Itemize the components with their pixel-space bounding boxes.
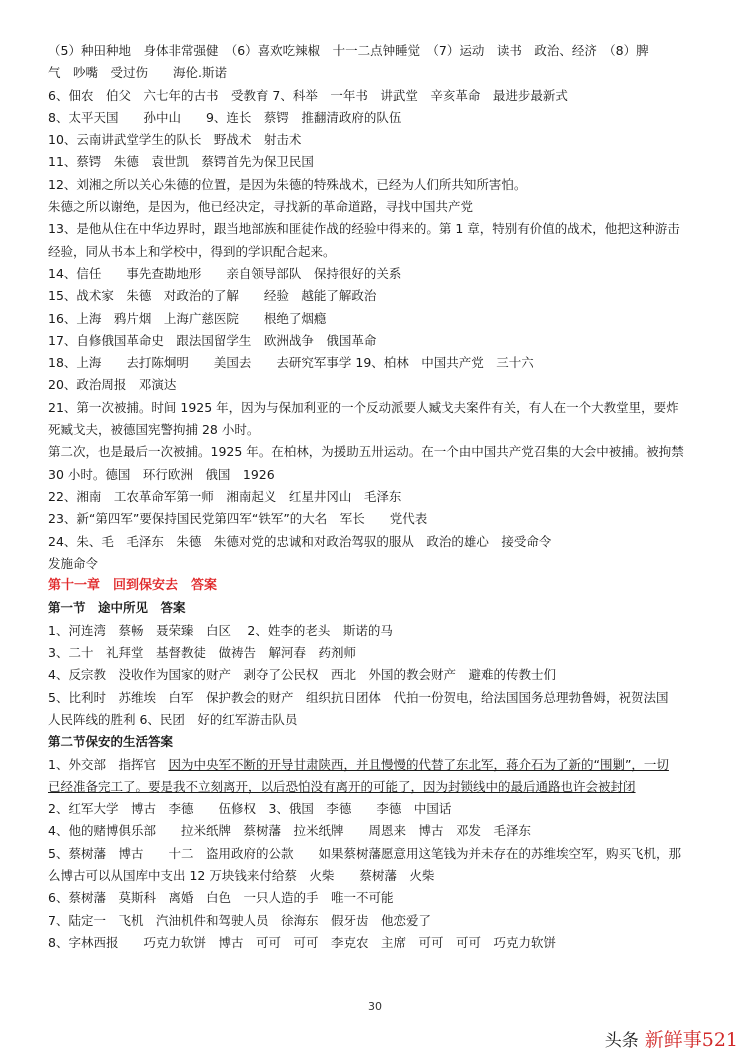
text-line	[48, 820, 710, 842]
text-line	[48, 776, 710, 798]
text-line	[48, 174, 710, 196]
text-line	[48, 508, 710, 530]
text-line	[48, 129, 710, 151]
text-line	[48, 62, 710, 84]
text-line	[48, 664, 710, 686]
text-line	[48, 397, 710, 419]
line-text: 30 小时。德国 环行欧洲 俄国 1926	[48, 466, 275, 482]
text-line	[48, 241, 710, 263]
watermark-name: 新鲜事521	[644, 1029, 738, 1051]
text-line	[48, 419, 710, 441]
text-line	[48, 642, 710, 664]
line-text: 1、河连湾 蔡畅 聂荣臻 白区 2、姓李的老头 斯诺的马	[48, 622, 393, 638]
text-line	[48, 843, 710, 865]
text-line	[48, 620, 710, 642]
line-text: 经验，同从书本上和学校中，得到的学识配合起来。	[48, 243, 336, 259]
line-text: 23、新“第四军”要保持国民党第四军“铁军”的大名 军长 党代表	[48, 511, 428, 527]
watermark	[605, 1025, 738, 1052]
text-line	[48, 308, 710, 330]
text-line	[48, 553, 710, 575]
line-text: 6、蔡树藩 莫斯科 离婚 白色 一只人造的手 唯一不可能	[48, 890, 394, 906]
line-text: 第二节保安的生活答案	[48, 734, 174, 750]
line-text: 12、刘湘之所以关心朱德的位置，是因为朱德的特殊战术，已经为人们所共知所害怕。	[48, 176, 527, 192]
line-text: 人民阵线的胜利 6、民团 好的红军游击队员	[48, 711, 298, 727]
line-text: 22、湘南 工农革命军第一师 湘南起义 红星井冈山 毛泽东	[48, 488, 402, 504]
text-line	[48, 151, 710, 173]
text-line	[48, 910, 710, 932]
text-line	[48, 798, 710, 820]
text-line	[48, 285, 710, 307]
line-text: 1、外交部 指挥官	[48, 756, 169, 772]
line-text: 20、政治周报 邓演达	[48, 377, 177, 393]
line-text: 7、陆定一 飞机 汽油机件和驾驶人员 徐海东 假牙齿 他恋爱了	[48, 912, 431, 928]
text-line	[48, 464, 710, 486]
line-text: 10、云南讲武堂学生的队长 野战术 射击术	[48, 132, 302, 148]
line-text: 朱德之所以谢绝，是因为，他已经决定，寻找新的革命道路，寻找中国共产党	[48, 199, 474, 215]
line-text: 死臧戈夫，被德国宪警拘捕 28 小时。	[48, 422, 260, 438]
chapter-heading	[48, 575, 710, 597]
line-text: 么博古可以从国库中支出 12 万块钱来付给蔡 火柴 蔡树藩 火柴	[48, 867, 435, 883]
document-body	[48, 40, 710, 954]
text-line	[48, 865, 710, 887]
text-line	[48, 754, 710, 776]
line-text: 17、自修俄国革命史 跟法国留学生 欧洲战争 俄国革命	[48, 332, 377, 348]
watermark-brand: 头条	[604, 1031, 639, 1051]
line-text: （5）种田种地 身体非常强健 （6）喜欢吃辣椒 十一二点钟睡觉 （7）运动 读书 政治、经济 （8）脾	[48, 43, 649, 58]
text-line	[48, 218, 710, 240]
line-text: 3、二十 礼拜堂 基督教徒 做祷告 解河春 药剂师	[48, 645, 356, 661]
text-line	[48, 196, 710, 218]
line-text: 第一节 途中所见 答案	[48, 600, 186, 616]
line-text: 24、朱、毛 毛泽东 朱德 朱德对党的忠诚和对政治驾驭的服从 政治的雄心 接受命令	[48, 533, 552, 549]
line-text: 13、是他从住在中华边界时，跟当地部族和匪徒作战的经验中得来的。第 1 章，特别有价值的战术，他把这种游击	[48, 221, 680, 237]
text-line	[48, 330, 710, 352]
line-text: 8、太平天国 孙中山 9、连长 蔡锷 推翻清政府的队伍	[48, 109, 402, 125]
text-line	[48, 887, 710, 909]
line-text: 第二次，也是最后一次被捕。1925 年。在柏林，为援助五卅运动。在一个由中国共产党召集的大会中被捕。被拘禁	[48, 444, 684, 460]
page-number: 30	[368, 1000, 382, 1013]
text-line	[48, 40, 710, 62]
line-text: 第十一章 回到保安去 答案	[48, 578, 218, 594]
text-line	[48, 486, 710, 508]
line-text: 4、反宗教 没收作为国家的财产 剥夺了公民权 西北 外国的教会财产 避难的传教士们	[48, 667, 556, 683]
section-heading	[48, 597, 710, 619]
text-line	[48, 441, 710, 463]
underlined-answer: 因为中央军不断的开导甘肃陕西，并且慢慢的代替了东北军，蒋介石为了新的“围剿”，一切	[168, 756, 669, 772]
line-text: 15、战术家 朱德 对政治的了解 经验 越能了解政治	[48, 288, 377, 304]
line-text: 4、他的赌博俱乐部 拉米纸牌 蔡树藩 拉米纸牌 周恩来 博古 邓发 毛泽东	[48, 823, 531, 839]
line-text: 2、红军大学 博古 李德 伍修权 3、俄国 李德 李德 中国话	[48, 801, 452, 817]
text-line	[48, 85, 710, 107]
line-text: 16、上海 鸦片烟 上海广慈医院 根绝了烟瘾	[48, 310, 327, 326]
line-text: 11、蔡锷 朱德 袁世凯 蔡锷首先为保卫民国	[48, 154, 314, 170]
line-text: 8、字林西报 巧克力软饼 博古 可可 可可 李克农 主席 可可 可可 巧克力软饼	[48, 934, 556, 950]
text-line	[48, 932, 710, 954]
text-line	[48, 709, 710, 731]
line-text: 发施命令	[48, 555, 99, 571]
text-line	[48, 352, 710, 374]
text-line	[48, 687, 710, 709]
line-text: 5、比利时 苏维埃 白军 保护教会的财产 组织抗日团体 代拍一份贺电，给法国国务总理勃鲁姆，祝贺法国	[48, 689, 669, 705]
text-line	[48, 531, 710, 553]
underlined-answer: 已经准备完工了。要是我不立刻离开，以后恐怕没有离开的可能了，因为封锁线中的最后通路也许会被封闭	[48, 778, 636, 794]
line-text: 气 吵嘴 受过伤 海伦.斯诺	[48, 65, 227, 81]
line-text: 6、佃农 伯父 六七年的古书 受教育 7、科举 一年书 讲武堂 辛亥革命 最进步最新式	[48, 87, 568, 103]
section-heading	[48, 731, 710, 753]
line-text: 18、上海 去打陈炯明 美国去 去研究军事学 19、柏林 中国共产党 三十六	[48, 355, 534, 371]
line-text: 14、信任 事先查勘地形 亲自领导部队 保持很好的关系	[48, 265, 402, 281]
text-line	[48, 374, 710, 396]
line-text: 21、第一次被捕。时间 1925 年，因为与保加利亚的一个反动派要人臧戈夫案件有关，有人在一个大教堂里，要炸	[48, 399, 679, 415]
text-line	[48, 263, 710, 285]
line-text: 5、蔡树藩 博古 十二 盗用政府的公款 如果蔡树藩愿意用这笔钱为并未存在的苏维埃空军，购买飞机，那	[48, 845, 681, 861]
text-line	[48, 107, 710, 129]
